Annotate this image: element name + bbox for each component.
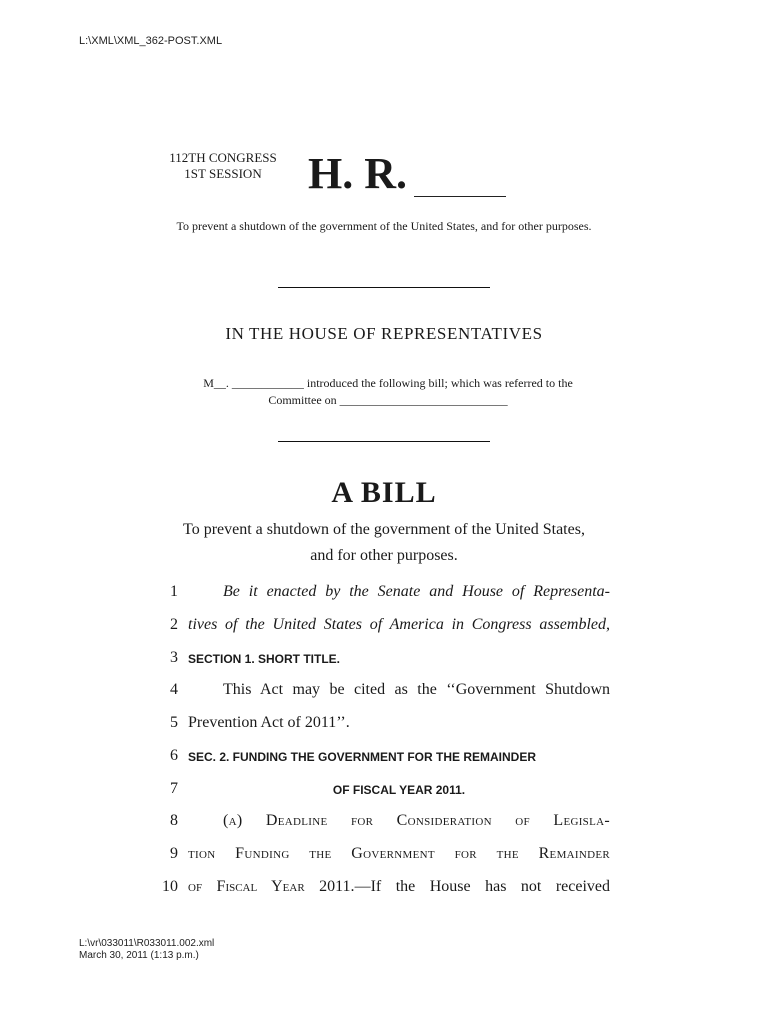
line-text: This Act may be cited as the ‘‘Government Shutdown (223, 681, 610, 698)
line-number: 5 (170, 714, 178, 731)
footer-path: L:\vr\033011\R033011.002.xml (79, 938, 215, 949)
short-purpose: To prevent a shutdown of the government of the United States, and for other purposes. (176, 219, 592, 233)
line-text: tion Funding the Government for the Remainder (188, 845, 610, 862)
bill-designation: H. R. (308, 149, 407, 198)
line-number: 1 (170, 583, 178, 600)
bill-line (148, 812, 618, 836)
bill-line (148, 780, 618, 804)
line-number: 7 (170, 780, 178, 797)
congress-label: 112TH CONGRESS (169, 150, 277, 165)
bill-line (148, 714, 618, 738)
line-text-remainder: —If the House has not received (354, 878, 611, 895)
introduction-line-2: Committee on ____________________________ (268, 393, 508, 407)
bill-line (148, 616, 618, 640)
long-purpose: To prevent a shutdown of the government of the United States, and for other purposes. (183, 521, 585, 564)
footer-date: March 30, 2011 (1:13 p.m.) (79, 950, 199, 961)
line-number: 2 (170, 616, 178, 633)
line-text: Be it enacted by the Senate and House of Representa- (223, 583, 610, 600)
bill-line (148, 747, 618, 771)
line-number: 3 (170, 649, 178, 666)
section-heading: SECTION 1. SHORT TITLE. (188, 652, 341, 666)
line-text-smallcaps: of Fiscal Year 2011. (188, 878, 355, 895)
session-label: 1ST SESSION (184, 166, 262, 181)
footer (79, 938, 214, 962)
bill-line (148, 583, 618, 607)
house-heading: IN THE HOUSE OF REPRESENTATIVES (225, 324, 543, 343)
bill-title: A BILL (331, 476, 437, 509)
line-number: 10 (162, 878, 178, 895)
line-text (188, 878, 610, 896)
bill-line (148, 878, 618, 902)
bill-line (148, 649, 618, 673)
divider-rule-bottom (278, 441, 490, 442)
introduction-line-1: M__. ____________ introduced the following bill; which was referred to the (203, 376, 573, 390)
bill-line (148, 845, 618, 869)
section-heading: SEC. 2. FUNDING THE GOVERNMENT FOR THE REMAINDER (188, 750, 537, 764)
file-path-header: L:\XML\XML_362-POST.XML (79, 35, 223, 47)
line-text: (a) Deadline for Consideration of Legisla- (223, 812, 610, 829)
divider-rule-top (278, 287, 490, 288)
bill-line (148, 681, 618, 705)
line-number: 6 (170, 747, 178, 764)
congress-session-block (158, 150, 288, 182)
line-number: 4 (170, 681, 178, 698)
section-heading-continued: OF FISCAL YEAR 2011. (332, 783, 466, 797)
line-text: tives of the United States of America in Congress assembled, (188, 616, 610, 633)
line-number: 9 (170, 845, 178, 862)
line-text: Prevention Act of 2011’’. (188, 714, 350, 731)
line-number: 8 (170, 812, 178, 829)
introduction-statement (168, 375, 608, 409)
bill-number-blank (414, 196, 506, 197)
